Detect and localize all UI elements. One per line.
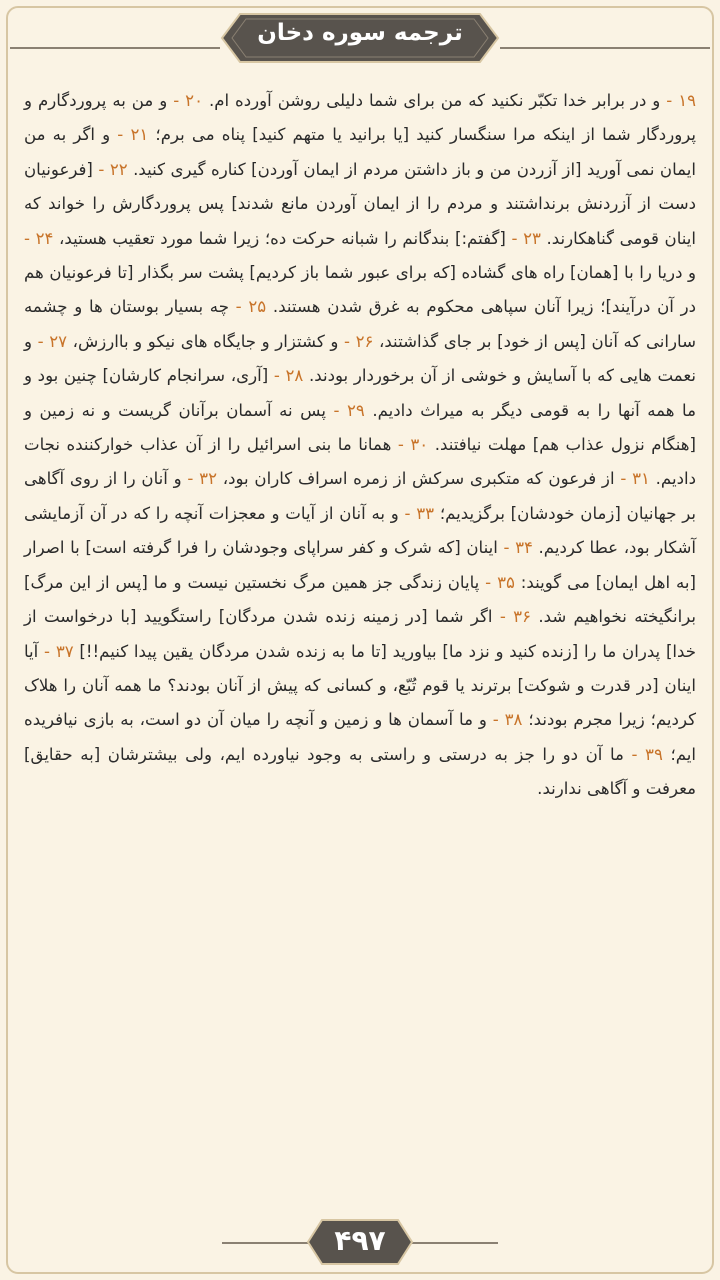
verse-number: ۲۸ - — [268, 366, 304, 386]
page-number-badge — [306, 1218, 414, 1266]
title-badge — [218, 10, 502, 66]
footer-rule-right — [410, 1242, 498, 1244]
verse-text: پایان زندگی جز همین مرگ نخستین نیست و ما [پس از این مرگ] برانگیخته نخواهیم شد. — [24, 572, 696, 627]
verse-text: و آنان را از روی آگاهی بر جهانیان [زمان خودشان] برگزیدیم؛ — [24, 469, 696, 523]
verse-number: ۳۶ - — [492, 607, 531, 627]
verse-text: و کشتزار و جایگاه های نیکو و باارزش، — [67, 331, 339, 351]
verse-number: ۲۲ - — [92, 159, 128, 179]
verse-text: آیا اینان [در قدرت و شوکت] برترند یا قوم تُبّع، و کسانی که پیش از آنان بودند؟ ما همه آنان را هلاک کردیم؛ زیرا مجرم بودند؛ — [24, 641, 696, 730]
verse-text: و به آنان از آیات و معجزات آنچه را که در آن آزمایشی آشکار بود، عطا کردیم. — [24, 503, 696, 558]
verse-number: ۳۹ - — [623, 744, 663, 764]
page-title: ترجمه سوره دخان — [257, 20, 463, 46]
header — [0, 10, 720, 66]
translation-text — [24, 84, 696, 807]
verse-number: ۳۷ - — [38, 641, 74, 661]
verse-text: [آری، سرانجام کارشان] چنین بود و ما همه آنها را به قومی دیگر به میراث دادیم. — [24, 366, 696, 420]
verse-text: همانا ما بنی اسرائیل را از آن عذاب خوارکننده نجات دادیم. — [24, 435, 696, 489]
verse-text: و دریا را با [همان] راه های گشاده [که برای عبور شما باز کردیم] پشت سر بگذار [تا فرعونیان هم در آن درآیند]؛ زیرا آنان سپاهی محکوم به غرق شدن هستند. — [24, 263, 696, 317]
verse-text: [فرعونیان دست از آزردنش برنداشتند و مردم را از ایمان آوردن مانع شدند] پس پروردگارش را خواند که اینان قومی گناهکارند. — [24, 159, 696, 248]
verse-number: ۲۳ - — [505, 228, 541, 248]
verse-text: ما آن دو را جز به درستی و راستی به وجود نیاورده ایم، ولی بیشترشان [به حقایق] معرفت و آگاهی ندارند. — [24, 744, 696, 799]
verse-number: ۳۱ - — [614, 469, 650, 489]
verse-text: اگر شما [در زمینه زنده شدن مردگان] راستگویید [با درخواست از خدا] پدران ما را [زنده کنید و نزد ما] بیاورید [تا ما به زنده شدن مردگان یقین پیدا کنیم!!] — [24, 607, 696, 661]
verse-number: ۳۰ - — [391, 435, 429, 455]
verse-text: و در برابر خدا تکبّر نکنید که من برای شما دلیلی روشن آورده ام. — [203, 91, 661, 110]
verse-text: چه بسیار بوستان ها و چشمه سارانی که آنان [پس از خود] بر جای گذاشتند، — [24, 297, 696, 351]
footer-rule-left — [222, 1242, 310, 1244]
verse-text: اینان [که شرک و کفر سراپای وجودشان را فرا گرفته است] با اصرار [به اهل ایمان] می گویند: — [24, 538, 696, 592]
verse-text: [گفتم:] بندگانم را شبانه حرکت ده؛ زیرا شما مورد تعقیب هستید، — [53, 228, 506, 248]
verse-number: ۳۴ - — [497, 538, 533, 558]
header-rule-left — [10, 47, 220, 49]
page-number: ۴۹۷ — [334, 1224, 386, 1257]
verse-text: و ما آسمان ها و زمین و آنچه را میان آن دو است، به بازی نیافریده ایم؛ — [24, 710, 696, 764]
verse-number: ۲۶ - — [338, 331, 374, 351]
header-rule-right — [500, 47, 710, 49]
verse-text: پس نه آسمان برآنان گریست و نه زمین و [هنگام نزول عذاب هم] مهلت نیافتند. — [24, 400, 696, 455]
verse-number: ۱۹ - — [660, 91, 697, 110]
verse-number: ۳۵ - — [479, 572, 515, 592]
verse-number: ۲۴ - — [24, 228, 54, 248]
verse-number: ۳۲ - — [181, 469, 217, 489]
verse-text: و اگر به من ایمان نمی آورید [از آزردن من و باز داشتن مردم از ایمان آوردن] کناره گیری کنید. — [24, 125, 696, 179]
verse-number: ۲۵ - — [228, 297, 267, 317]
footer — [0, 1218, 720, 1266]
verse-number: ۲۱ - — [110, 125, 149, 145]
verse-number: ۲۹ - — [325, 400, 365, 420]
verse-number: ۳۳ - — [398, 503, 435, 523]
verse-number: ۲۰ - — [167, 91, 203, 110]
verse-paragraph — [24, 84, 696, 807]
verse-text: و نعمت هایی که با آسایش و خوشی از آن برخوردار بودند. — [24, 331, 696, 386]
verse-text: و من به پروردگارم و پروردگار شما از اینکه مرا سنگسار کنید [یا برانید یا متهم کنید] پناه می برم؛ — [24, 91, 696, 145]
verse-number: ۲۷ - — [32, 331, 68, 351]
verse-text: از فرعون که متکبری سرکش از زمره اسراف کاران بود، — [216, 469, 615, 489]
verse-number: ۳۸ - — [486, 710, 523, 730]
